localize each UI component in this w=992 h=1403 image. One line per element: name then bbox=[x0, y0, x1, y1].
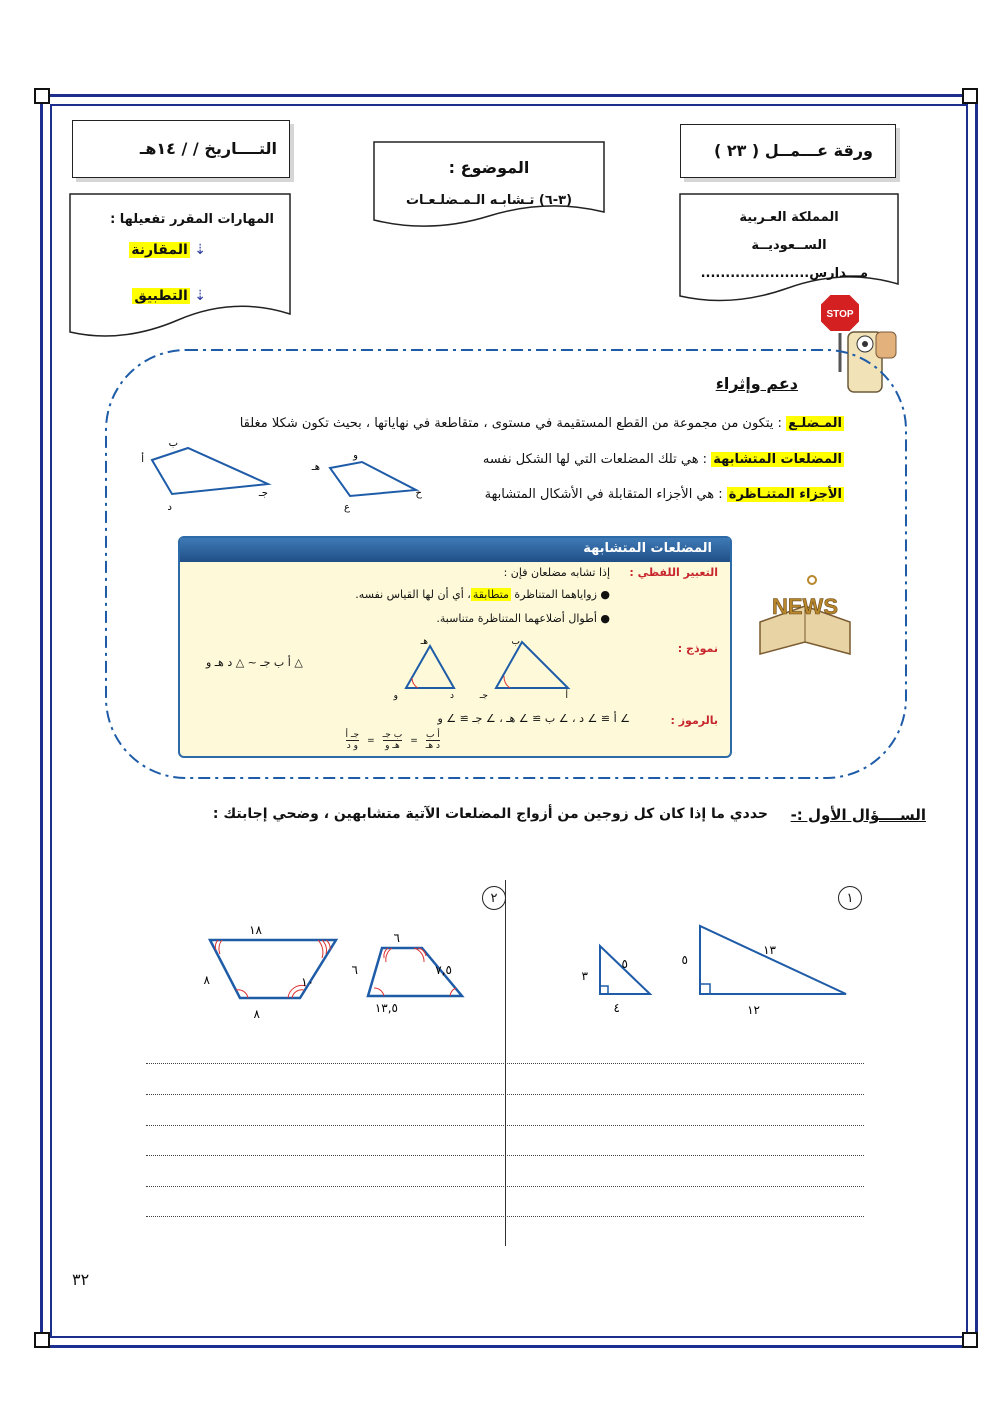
svg-text:د: د bbox=[449, 691, 454, 701]
page-number: ٣٢ bbox=[72, 1270, 90, 1289]
symbols-angles: ∠ أ ≅ ∠ د ، ∠ ب ≅ ∠ هـ ، ∠ جـ ≅ ∠ و bbox=[437, 712, 630, 725]
svg-text:٧,٥: ٧,٥ bbox=[435, 963, 452, 977]
answer-line[interactable] bbox=[146, 1125, 864, 1126]
definition-similar: المضلعات المتشابهة : هي تلك المضلعات التي لها الشكل نفسه bbox=[482, 452, 842, 467]
svg-text:ع: ع bbox=[344, 502, 350, 513]
svg-text:هـ: هـ bbox=[420, 637, 428, 647]
frame-corner bbox=[34, 88, 50, 104]
svg-text:أ: أ bbox=[141, 454, 144, 465]
answer-line[interactable] bbox=[146, 1155, 864, 1156]
svg-text:NEWS: NEWS bbox=[772, 594, 838, 619]
svg-text:و: و bbox=[353, 450, 358, 461]
kingdom-line2: الســعوديــة bbox=[751, 238, 827, 253]
worksheet-box bbox=[680, 124, 896, 178]
svg-text:٣: ٣ bbox=[581, 969, 588, 983]
question-label: الســــؤال الأول :- bbox=[790, 806, 926, 824]
skills-title: المهارات المقرر تفعيلها : bbox=[110, 212, 274, 227]
support-title: دعم وإثراء bbox=[715, 374, 798, 393]
svg-text:١٨: ١٨ bbox=[249, 923, 262, 937]
symbols-label: بالرموز : bbox=[670, 714, 718, 727]
subject-label: الموضوع : bbox=[448, 158, 530, 177]
skill-bullet-icon: ⇣ bbox=[194, 242, 206, 258]
problem1-triangles bbox=[580, 924, 856, 1020]
date-field: التــــاريخ / / ١٤هـ bbox=[139, 139, 277, 158]
concept-card bbox=[178, 536, 732, 758]
svg-text:٥: ٥ bbox=[621, 957, 628, 971]
answer-line[interactable] bbox=[146, 1186, 864, 1187]
definition-polygon: المـضلـع : يتكون من مجموعة من القطع المستقيمة في مستوى ، متقاطعة في نهاياتها ، بحيث تكون شكلا مغلقا bbox=[239, 416, 842, 431]
example-label: نموذج : bbox=[677, 642, 718, 655]
svg-text:أ: أ bbox=[565, 691, 568, 701]
svg-text:١٣,٥: ١٣,٥ bbox=[374, 1001, 398, 1015]
school-field: مـــدارس...................... bbox=[700, 266, 868, 281]
skill-item: ⇣ التطبيق bbox=[134, 288, 206, 304]
example-statement: △ أ ب جـ ~ △ د هـ و bbox=[206, 656, 303, 669]
answer-line[interactable] bbox=[146, 1063, 864, 1064]
answer-line[interactable] bbox=[146, 1216, 864, 1217]
bullet-angles: ● زواياهما المتناظرة متطابقة، أي أن لها القياس نفسه. bbox=[355, 588, 610, 601]
svg-text:٨: ٨ bbox=[253, 1007, 260, 1021]
svg-text:ب: ب bbox=[168, 438, 178, 449]
frame-corner bbox=[962, 1332, 978, 1348]
date-box bbox=[72, 120, 290, 178]
svg-text:٤: ٤ bbox=[613, 1001, 620, 1015]
svg-text:٦: ٦ bbox=[393, 931, 400, 945]
svg-text:ب: ب bbox=[511, 637, 520, 647]
subject-title: (٣-٦) تـشابـه الـمـضلـعـات bbox=[405, 193, 573, 208]
answer-line[interactable] bbox=[146, 1094, 864, 1095]
definition-corresponding: الأجزاء المتنـاظرة : هي الأجزاء المتقابلة في الأشكال المتشابهة bbox=[484, 487, 842, 502]
verbal-intro: إذا تشابه مضلعان فإن : bbox=[503, 566, 610, 579]
example-triangles bbox=[393, 637, 578, 701]
svg-text:و: و bbox=[393, 691, 398, 701]
svg-text:٦: ٦ bbox=[351, 963, 358, 977]
bullet-sides: ● أطوال أضلاعهما المتناظرة متناسبة. bbox=[436, 612, 610, 625]
svg-text:٨: ٨ bbox=[203, 973, 210, 987]
svg-text:د: د bbox=[167, 502, 172, 513]
verbal-label: التعبير اللفظي : bbox=[629, 566, 718, 579]
problem2-trapezoids bbox=[196, 920, 476, 1024]
subject-box bbox=[372, 140, 606, 232]
svg-text:١٠: ١٠ bbox=[301, 975, 314, 989]
kingdom-line1: المملكة العـربية bbox=[739, 210, 839, 225]
svg-text:ح: ح bbox=[415, 488, 422, 499]
question-text: حددي ما إذا كان كل زوجين من أزواج المضلعات الآتية متشابهين ، وضحي إجابتك : bbox=[212, 806, 768, 822]
news-icon bbox=[750, 572, 860, 658]
problem-number-2: ٢ bbox=[482, 886, 506, 910]
frame-corner bbox=[962, 88, 978, 104]
svg-text:١٢: ١٢ bbox=[747, 1003, 760, 1017]
svg-text:١٣: ١٣ bbox=[763, 943, 776, 957]
svg-text:٥: ٥ bbox=[681, 953, 688, 967]
frame-corner bbox=[34, 1332, 50, 1348]
symbols-fractions: أ ب د هـ = ب جـ هـ و = جـ أ و د bbox=[345, 730, 440, 751]
svg-text:جـ: جـ bbox=[479, 691, 488, 701]
stop-text: STOP bbox=[826, 309, 854, 320]
worksheet-title: ورقة عـــمــل ( ٢٣ ) bbox=[713, 141, 873, 160]
similar-quads-figure bbox=[140, 440, 440, 514]
svg-text:جـ: جـ bbox=[258, 488, 268, 499]
skill-item: ⇣ المقارنة bbox=[131, 242, 206, 258]
problem-number-1: ١ bbox=[838, 886, 862, 910]
svg-text:هـ: هـ bbox=[311, 462, 320, 473]
skill-bullet-icon: ⇣ bbox=[194, 288, 206, 304]
concept-header: المضلعات المتشابهة bbox=[180, 538, 730, 562]
